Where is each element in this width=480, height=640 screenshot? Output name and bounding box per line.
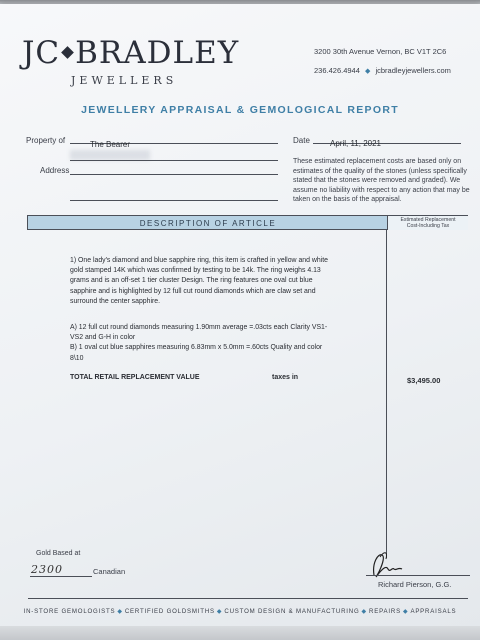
redacted-field [70,150,150,160]
company-phone: 236.426.4944 [314,66,360,75]
company-address: 3200 30th Avenue Vernon, BC V1T 2C6 [314,47,447,56]
service-item: APPRAISALS [410,608,457,615]
table-header [27,215,468,230]
address-line-2 [70,200,278,201]
diamond-bullet-icon: ◆ [361,608,368,615]
appraisal-document [0,4,480,640]
gold-label: Gold Based at [36,550,81,557]
logo-wordmark [22,35,240,71]
date-value: April, 11, 2021 [330,139,381,148]
property-value: The Bearer [90,140,131,149]
column-divider [386,230,387,558]
signature-line [366,575,470,576]
gold-line [30,576,92,577]
address-line-1 [70,174,278,175]
detail-sapphire: B) 1 oval cut blue sapphires measuring 6.83mm x 5.0mm =.60cts Quality and color 8\10 [70,344,323,362]
currency-label: Canadian [93,567,126,576]
total-label: TOTAL RETAIL REPLACEMENT VALUE [70,374,200,381]
contact-block [314,47,462,85]
taxes-label: taxes in [272,374,299,381]
property-line-2 [70,160,278,161]
gold-value: 2300 [31,563,63,576]
contact-line [314,66,462,75]
company-website: jcbradleyjewellers.com [375,66,451,75]
footer-rule [28,598,468,599]
signature-mark [368,545,408,585]
logo-surname: BRADLEY [75,35,240,71]
description-header: DESCRIPTION OF ARTICLE [139,219,277,228]
diamond-icon [61,46,74,59]
service-item: CUSTOM DESIGN & MANUFACTURING [224,608,360,615]
date-label: Date [293,136,310,145]
cost-header-line2: Cost-Including Tax [406,223,450,229]
stone-details [70,323,330,364]
diamond-bullet-icon: ◆ [117,608,123,615]
service-item: REPAIRS [369,608,401,615]
service-item: CERTIFIED GOLDSMITHS [124,608,215,615]
property-label: Property of [26,136,66,145]
detail-diamonds: A) 12 full cut round diamonds measuring 1.90mm average =.03cts each Clarity VS1-VS2 and G-H in color [70,324,328,342]
company-logo [22,35,240,87]
logo-subtitle: JEWELLERS [71,74,178,87]
page-bottom-edge [0,626,480,640]
diamond-bullet-icon: ◆ [402,608,409,615]
service-item: IN-STORE GEMOLOGISTS [23,608,116,615]
diamond-bullet-icon: ◆ [216,608,223,615]
disclaimer-text: These estimated replacement costs are based only on estimates of the quality of the stones (unless specifically stated that the stones were removed and graded). We assume no liability with respect to any action that may be taken on the basis of the appraisal. [293,158,470,204]
signer-name: Richard Pierson, G.G. [378,580,452,589]
diamond-bullet-icon: ◆ [364,68,371,75]
cost-header-line1: Estimated Replacement [400,216,456,223]
logo-initials: JC [22,35,61,71]
total-amount: $3,495.00 [407,376,441,385]
item-description: 1) One lady's diamond and blue sapphire ring, this item is crafted in yellow and white gold stamped 14K which was confirmed by testing to be 14k. The ring weighs 4.13 grams and is an off-set 1 tier cluster Design. The ring features one oval cut blue sapphire and is highlighted by 12 full cut round diamonds which are claw set and surround the center sapphire. [70,257,328,305]
address-label: Address [40,166,70,175]
cost-header [388,216,468,230]
services-line [0,608,480,615]
report-title: JEWELLERY APPRAISAL & GEMOLOGICAL REPORT [81,104,399,116]
